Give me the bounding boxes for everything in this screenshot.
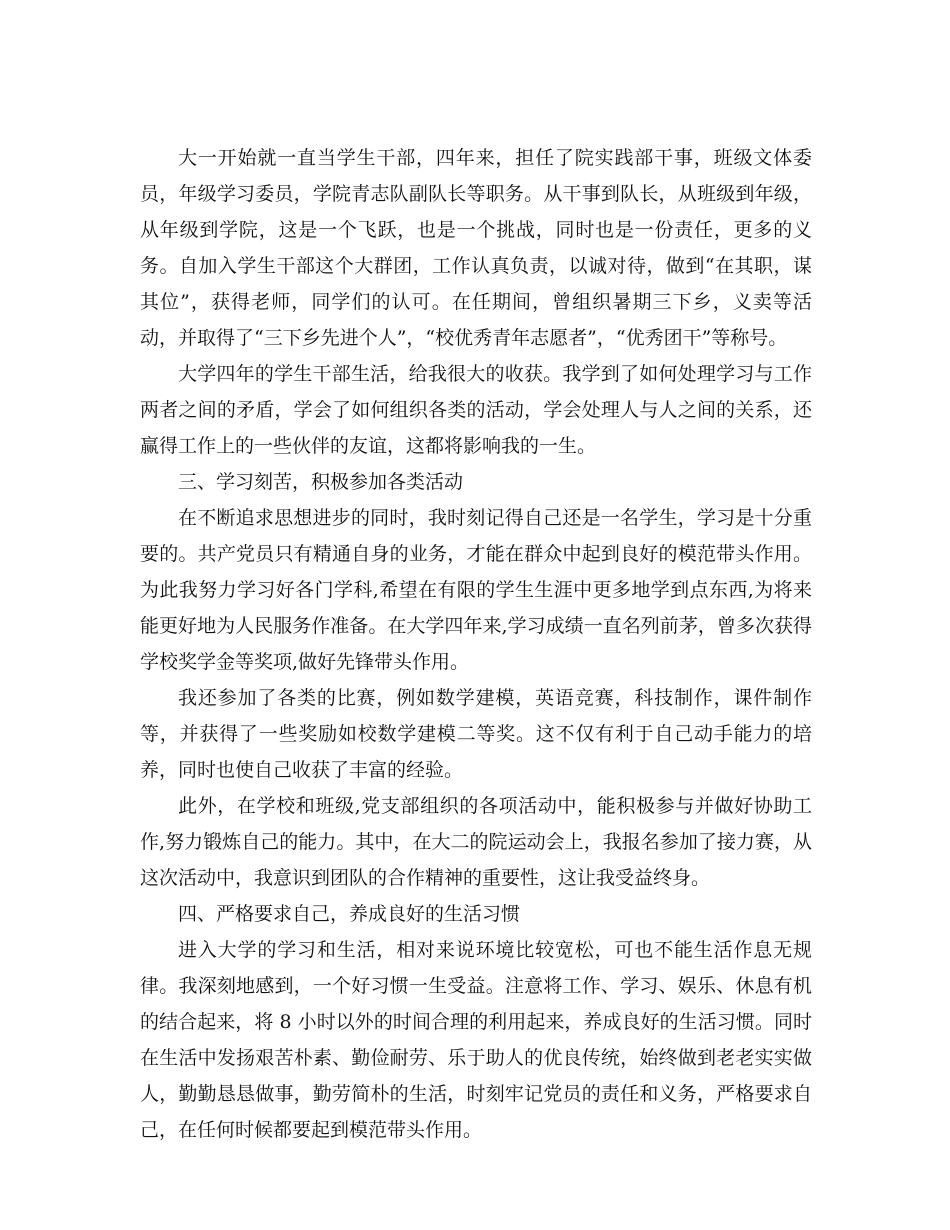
paragraph-student-cadre: 大一开始就一直当学生干部，四年来，担任了院实践部干事，班级文体委员，年级学习委员，学院青志队副队长等职务。从干事到队长，从班级到年级，从年级到学院，这是一个飞跃，也是一个挑战，同时也是一份责任，更多的义务。自加入学生干部这个大群团，工作认真负责，以诚对待，做到“在其职，谋其位”，获得老师，同学们的认可。在任期间，曾组织暑期三下乡，义卖等活动，并取得了“三下乡先进个人”，“校优秀青年志愿者”，“优秀团干”等称号。 <box>140 147 812 349</box>
paragraph-activities: 此外，在学校和班级,党支部组织的各项活动中，能积极参与并做好协助工作,努力锻炼自己的能力。其中，在大二的院运动会上，我报名参加了接力赛，从这次活动中，我意识到团队的合作精神的重要性，这让我受益终身。 <box>140 795 812 889</box>
section-heading-four: 四、严格要求自己，养成良好的生活习惯 <box>178 903 521 925</box>
paragraph-study-hard: 在不断追求思想进步的同时，我时刻记得自己还是一名学生，学习是十分重要的。共产党员只有精通自身的业务，才能在群众中起到良好的模范带头作用。为此我努力学习好各门学科,希望在有限的学生生涯中更多地学到点东西,为将来能更好地为人民服务作准备。在大学四年来,学习成绩一直名列前茅，曾多次获得学校奖学金等奖项,做好先锋带头作用。 <box>140 507 812 673</box>
paragraph-life-habits: 进入大学的学习和生活，相对来说环境比较宽松，可也不能生活作息无规律。我深刻地感到，一个好习惯一生受益。注意将工作、学习、娱乐、休息有机的结合起来，将 8 小时以外的时间合理的利用起来，养成良好的生活习惯。同时在生活中发扬艰苦朴素、勤俭耐劳、乐于助人的优良传统，始终做到老老实实做人，勤勤恳恳做事，勤劳简朴的生活，时刻牢记党员的责任和义务，严格要求自己，在任何时候都要起到模范带头作用。 <box>140 939 812 1141</box>
section-heading-three: 三、学习刻苦，积极参加各类活动 <box>178 471 464 493</box>
paragraph-competitions: 我还参加了各类的比赛，例如数学建模，英语竞赛，科技制作，课件制作等，并获得了一些奖励如校数学建模二等奖。这不仅有利于自己动手能力的培养，同时也使自己收获了丰富的经验。 <box>140 687 812 781</box>
paragraph-cadre-gains: 大学四年的学生干部生活，给我很大的收获。我学到了如何处理学习与工作两者之间的矛盾，学会了如何组织各类的活动，学会处理人与人之间的关系，还赢得工作上的一些伙伴的友谊，这都将影响我的一生。 <box>140 363 812 457</box>
